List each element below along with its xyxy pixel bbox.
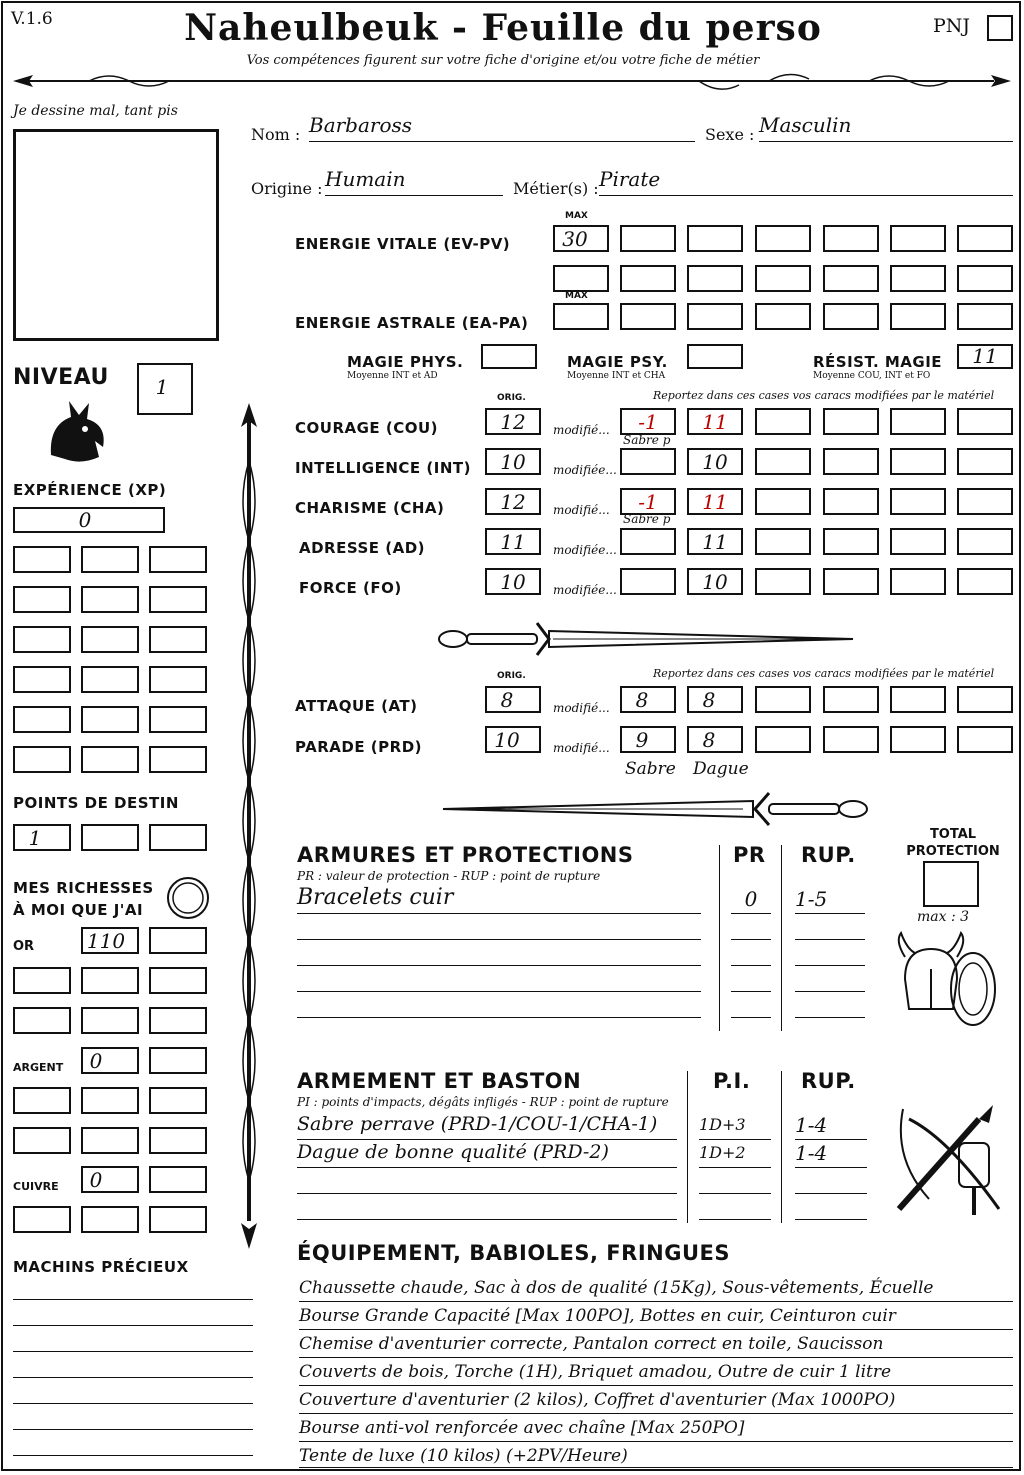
equipement-line[interactable]: Bourse anti-vol renforcée avec chaîne [Max 250PO]	[299, 1415, 1013, 1442]
weapons-icon	[889, 1099, 1009, 1219]
xp-box[interactable]	[81, 746, 139, 773]
ea-box[interactable]	[755, 303, 811, 330]
metier-label: Métier(s) :	[513, 179, 599, 198]
total-protection-label: TOTAL	[929, 827, 977, 842]
experience-box[interactable]	[13, 507, 165, 533]
magie-psy-box[interactable]	[687, 344, 743, 369]
courage-orig-box[interactable]	[485, 408, 541, 435]
armure-rup[interactable]: 1-5	[795, 887, 865, 914]
force-mod2-box[interactable]	[687, 568, 743, 595]
equipement-line[interactable]: Couverts de bois, Torche (1H), Briquet amadou, Outre de cuir 1 litre	[299, 1359, 1013, 1386]
charisme-mod1-value: -1	[638, 490, 658, 514]
courage-mod1-value: -1	[638, 410, 658, 434]
ev-box[interactable]	[687, 225, 743, 252]
courage-extra-box[interactable]	[890, 408, 946, 435]
adresse-extra-box[interactable]	[890, 528, 946, 555]
stats-report-note: Reportez dans ces cases vos caracs modifiées par le matériel	[653, 389, 995, 402]
charisme-modifie-label: modifié...	[553, 503, 610, 517]
intelligence-orig-box[interactable]	[485, 448, 541, 475]
intelligence-mod1-box[interactable]	[620, 448, 676, 475]
courage-label: COURAGE (COU)	[295, 419, 439, 437]
ea-box[interactable]	[890, 303, 946, 330]
ev-box[interactable]	[823, 225, 879, 252]
destin-box[interactable]	[13, 824, 71, 851]
pnj-checkbox[interactable]	[987, 15, 1013, 41]
xp-box[interactable]	[81, 626, 139, 653]
argent-box[interactable]	[13, 1087, 71, 1114]
machins-line[interactable]	[13, 1325, 253, 1326]
armure-pr-line[interactable]	[731, 991, 771, 992]
xp-box[interactable]	[13, 586, 71, 613]
attaque-mod2-value: 8	[702, 688, 716, 712]
attaque-orig-box[interactable]	[485, 686, 541, 713]
magie-phys-box[interactable]	[481, 344, 537, 369]
ea-box[interactable]	[957, 303, 1013, 330]
origine-field[interactable]: Humain	[325, 167, 503, 196]
xp-box[interactable]	[149, 666, 207, 693]
arme-pi[interactable]: 1D+2	[699, 1143, 771, 1168]
intelligence-modifie-label: modifiée...	[553, 463, 617, 477]
page-title: Naheulbeuk - Feuille du perso	[184, 7, 822, 49]
ea-max-box[interactable]	[553, 303, 609, 330]
xp-box[interactable]	[81, 586, 139, 613]
argent-box[interactable]	[149, 1047, 207, 1074]
force-mod1-box[interactable]	[620, 568, 676, 595]
arme-name[interactable]: Dague de bonne qualité (PRD-2)	[297, 1141, 677, 1168]
adresse-label: ADRESSE (AD)	[299, 539, 426, 557]
parade-mod1-box[interactable]	[620, 726, 676, 753]
armure-line[interactable]	[297, 991, 701, 992]
parade-extra-box[interactable]	[823, 726, 879, 753]
arme-rup-line[interactable]	[795, 1193, 867, 1194]
version-label: V.1.6	[11, 9, 53, 29]
equipement-line[interactable]: Couverture d'aventurier (2 kilos), Coffret d'aventurier (Max 1000PO)	[299, 1387, 1013, 1414]
or-box[interactable]	[81, 1007, 139, 1034]
charisme-mod1-note: Sabre p	[623, 512, 671, 526]
charisme-mod2-value: 11	[702, 490, 728, 514]
parade-mod2-box[interactable]	[687, 726, 743, 753]
sword-icon	[433, 617, 873, 657]
force-extra-box[interactable]	[957, 568, 1013, 595]
destin-value: 1	[28, 826, 42, 850]
armement-hint: PI : points d'impacts, dégâts infligés - RUP : point de rupture	[297, 1095, 669, 1109]
equipement-line[interactable]: Chemise d'aventurier correcte, Pantalon correct en toile, Saucisson	[299, 1331, 1013, 1358]
xp-box[interactable]	[13, 546, 71, 573]
ea-box[interactable]	[823, 303, 879, 330]
or-value: 110	[86, 929, 126, 953]
arme-line[interactable]	[297, 1219, 677, 1220]
argent-label: ARGENT	[13, 1061, 64, 1074]
ev-box[interactable]	[553, 265, 609, 292]
xp-box[interactable]	[149, 586, 207, 613]
attaque-extra-box[interactable]	[957, 686, 1013, 713]
magie-psy-label: MAGIE PSY.	[567, 353, 668, 371]
force-orig-box[interactable]	[485, 568, 541, 595]
machins-label: MACHINS PRÉCIEUX	[13, 1258, 189, 1276]
intelligence-extra-box[interactable]	[755, 448, 811, 475]
spear-divider-icon	[9, 67, 1015, 95]
ev-max-box[interactable]	[553, 225, 609, 252]
pnj-label: PNJ	[933, 15, 971, 37]
magie-psy-hint: Moyenne INT et CHA	[567, 371, 666, 381]
arme-rup-line[interactable]	[795, 1219, 867, 1220]
resist-magie-box[interactable]	[957, 344, 1013, 369]
adresse-orig-value: 11	[500, 530, 526, 554]
destin-label: POINTS DE DESTIN	[13, 794, 179, 812]
combat-report-note: Reportez dans ces cases vos caracs modifiées par le matériel	[653, 667, 995, 680]
arme-rup[interactable]: 1-4	[795, 1113, 867, 1140]
attaque-mod1-value: 8	[635, 688, 649, 712]
xp-box[interactable]	[13, 626, 71, 653]
intelligence-extra-box[interactable]	[823, 448, 879, 475]
parade-mod2-value: 8	[702, 728, 716, 752]
combat-orig-header: ORIG.	[497, 671, 526, 681]
arme-rup[interactable]: 1-4	[795, 1141, 867, 1168]
xp-box[interactable]	[149, 746, 207, 773]
parade-mod1-value: 9	[635, 728, 649, 752]
niveau-label: NIVEAU	[13, 365, 109, 390]
argent-box[interactable]	[81, 1127, 139, 1154]
or-box[interactable]	[81, 967, 139, 994]
attaque-extra-box[interactable]	[890, 686, 946, 713]
intelligence-mod2-box[interactable]	[687, 448, 743, 475]
attaque-mod1-box[interactable]	[620, 686, 676, 713]
parade-note-sabre: Sabre	[625, 759, 676, 779]
machins-line[interactable]	[13, 1351, 253, 1352]
nom-field[interactable]: Barbaross	[309, 113, 695, 142]
richesses-label: MES RICHESSES	[13, 879, 154, 897]
argent-box[interactable]	[149, 1127, 207, 1154]
force-extra-box[interactable]	[823, 568, 879, 595]
attaque-orig-value: 8	[500, 688, 514, 712]
courage-extra-box[interactable]	[755, 408, 811, 435]
or-box[interactable]	[81, 927, 139, 954]
equipement-line[interactable]: Bourse Grande Capacité [Max 100PO], Bottes en cuir, Ceinturon cuir	[299, 1303, 1013, 1330]
armures-hint: PR : valeur de protection - RUP : point de rupture	[297, 869, 601, 883]
armure-rup-line[interactable]	[795, 1017, 865, 1018]
niveau-box[interactable]	[137, 363, 193, 415]
armure-rup-line[interactable]	[795, 939, 865, 940]
cuivre-box[interactable]	[13, 1206, 71, 1233]
ev-max-value: 30	[562, 227, 588, 251]
armure-line[interactable]	[297, 1017, 701, 1018]
cuivre-value: 0	[89, 1168, 103, 1192]
charisme-extra-box[interactable]	[957, 488, 1013, 515]
equipement-line[interactable]: Tente de luxe (10 kilos) (+2PV/Heure)	[299, 1443, 1013, 1468]
cuivre-box[interactable]	[81, 1166, 139, 1193]
armure-line[interactable]	[297, 939, 701, 940]
charisme-mod1-box[interactable]	[620, 488, 676, 515]
experience-label: EXPÉRIENCE (XP)	[13, 481, 167, 499]
armement-rup-header: RUP.	[801, 1069, 856, 1093]
sexe-label: Sexe :	[705, 125, 755, 144]
ev-box[interactable]	[620, 265, 676, 292]
destin-box[interactable]	[81, 824, 139, 851]
armement-title: ARMEMENT ET BASTON	[297, 1069, 582, 1093]
machins-line[interactable]	[13, 1455, 253, 1456]
armures-divider	[719, 845, 720, 1031]
xp-box[interactable]	[13, 666, 71, 693]
xp-box[interactable]	[13, 746, 71, 773]
courage-mod2-box[interactable]	[687, 408, 743, 435]
courage-mod1-box[interactable]	[620, 408, 676, 435]
armure-line[interactable]	[297, 965, 701, 966]
magie-phys-hint: Moyenne INT et AD	[347, 371, 438, 381]
parade-orig-value: 10	[494, 728, 520, 752]
helmet-shield-icon	[891, 929, 1001, 1029]
ea-label: ENERGIE ASTRALE (EA-PA)	[295, 314, 529, 332]
total-protection-label-2: PROTECTION	[906, 844, 1000, 859]
xp-box[interactable]	[149, 626, 207, 653]
force-extra-box[interactable]	[755, 568, 811, 595]
equipement-title: ÉQUIPEMENT, BABIOLES, FRINGUES	[297, 1241, 730, 1265]
attaque-modifie-label: modifié...	[553, 701, 610, 715]
xp-box[interactable]	[149, 546, 207, 573]
force-mod2-value: 10	[702, 570, 728, 594]
charisme-label: CHARISME (CHA)	[295, 499, 445, 517]
armures-rup-header: RUP.	[801, 843, 856, 867]
attaque-mod2-box[interactable]	[687, 686, 743, 713]
adresse-mod2-box[interactable]	[687, 528, 743, 555]
ev-label: ENERGIE VITALE (EV-PV)	[295, 235, 511, 253]
armement-pi-header: P.I.	[713, 1069, 751, 1093]
courage-mod1-note: Sabre p	[623, 433, 671, 447]
dragon-icon	[41, 395, 111, 467]
arme-line[interactable]	[297, 1193, 677, 1194]
origine-label: Origine :	[251, 179, 323, 198]
intelligence-orig-value: 10	[500, 450, 526, 474]
machins-line[interactable]	[13, 1377, 253, 1378]
arme-name[interactable]: Sabre perrave (PRD-1/COU-1/CHA-1)	[297, 1113, 677, 1140]
intelligence-mod2-value: 10	[702, 450, 728, 474]
charisme-extra-box[interactable]	[823, 488, 879, 515]
arme-pi-line[interactable]	[699, 1219, 771, 1220]
xp-box[interactable]	[13, 706, 71, 733]
sexe-field[interactable]: Masculin	[759, 113, 1013, 142]
force-label: FORCE (FO)	[299, 579, 402, 597]
coin-icon	[165, 875, 211, 921]
or-box[interactable]	[149, 927, 207, 954]
ev-box[interactable]	[687, 265, 743, 292]
armement-divider	[781, 1071, 782, 1223]
ea-max-label: MAX	[565, 291, 588, 301]
or-box[interactable]	[13, 1007, 71, 1034]
xp-box[interactable]	[81, 706, 139, 733]
charisme-extra-box[interactable]	[890, 488, 946, 515]
intelligence-label: INTELLIGENCE (INT)	[295, 459, 471, 477]
ev-box[interactable]	[890, 265, 946, 292]
equipement-line[interactable]: Chaussette chaude, Sac à dos de qualité (15Kg), Sous-vêtements, Écuelle	[299, 1275, 1013, 1302]
niveau-value: 1	[155, 375, 169, 399]
cuivre-box[interactable]	[81, 1206, 139, 1233]
armement-divider	[687, 1071, 688, 1223]
armures-divider	[781, 845, 782, 1031]
ev-max-label: MAX	[565, 211, 588, 221]
ev-box[interactable]	[755, 225, 811, 252]
adresse-extra-box[interactable]	[755, 528, 811, 555]
resist-magie-hint: Moyenne COU, INT et FO	[813, 371, 931, 381]
argent-box[interactable]	[13, 1127, 71, 1154]
armures-title: ARMURES ET PROTECTIONS	[297, 843, 634, 867]
machins-line[interactable]	[13, 1299, 253, 1300]
ev-box[interactable]	[957, 225, 1013, 252]
machins-line[interactable]	[13, 1429, 253, 1430]
ev-box[interactable]	[957, 265, 1013, 292]
cuivre-box[interactable]	[149, 1206, 207, 1233]
armure-pr-line[interactable]	[731, 1017, 771, 1018]
argent-box[interactable]	[81, 1087, 139, 1114]
or-box[interactable]	[149, 967, 207, 994]
richesses-label-2: À MOI QUE J'AI	[13, 901, 144, 919]
courage-orig-value: 12	[500, 410, 526, 434]
courage-extra-box[interactable]	[823, 408, 879, 435]
charisme-extra-box[interactable]	[755, 488, 811, 515]
ev-box[interactable]	[890, 225, 946, 252]
intelligence-extra-box[interactable]	[890, 448, 946, 475]
staff-icon	[231, 401, 267, 1251]
force-orig-value: 10	[500, 570, 526, 594]
parade-extra-box[interactable]	[957, 726, 1013, 753]
armure-pr-line[interactable]	[731, 965, 771, 966]
argent-box[interactable]	[81, 1047, 139, 1074]
xp-box[interactable]	[81, 666, 139, 693]
adresse-extra-box[interactable]	[957, 528, 1013, 555]
nom-label: Nom :	[251, 125, 301, 144]
arme-pi-line[interactable]	[699, 1193, 771, 1194]
total-protection-box[interactable]	[923, 861, 979, 907]
armure-pr-line[interactable]	[731, 939, 771, 940]
adresse-mod1-box[interactable]	[620, 528, 676, 555]
charisme-orig-value: 12	[500, 490, 526, 514]
portrait-box[interactable]	[13, 129, 219, 341]
force-modifie-label: modifiée...	[553, 583, 617, 597]
ea-box[interactable]	[687, 303, 743, 330]
experience-value: 0	[78, 508, 92, 532]
attaque-extra-box[interactable]	[823, 686, 879, 713]
parade-label: PARADE (PRD)	[295, 738, 423, 756]
courage-modifie-label: modifié...	[553, 423, 610, 437]
parade-extra-box[interactable]	[890, 726, 946, 753]
magie-phys-label: MAGIE PHYS.	[347, 353, 464, 371]
ev-box[interactable]	[823, 265, 879, 292]
courage-extra-box[interactable]	[957, 408, 1013, 435]
courage-mod2-value: 11	[702, 410, 728, 434]
xp-box[interactable]	[149, 706, 207, 733]
argent-box[interactable]	[149, 1087, 207, 1114]
armure-rup-line[interactable]	[795, 965, 865, 966]
arme-pi[interactable]: 1D+3	[699, 1115, 771, 1140]
cuivre-label: CUIVRE	[13, 1180, 59, 1193]
resist-magie-value: 11	[972, 344, 998, 368]
adresse-mod2-value: 11	[702, 530, 728, 554]
armure-name[interactable]: Bracelets cuir	[297, 885, 701, 914]
parade-orig-box[interactable]	[485, 726, 541, 753]
parade-modifie-label: modifié...	[553, 741, 610, 755]
charisme-mod2-box[interactable]	[687, 488, 743, 515]
sword-icon	[433, 789, 873, 829]
parade-note-dague: Dague	[693, 759, 749, 779]
ea-box[interactable]	[620, 303, 676, 330]
machins-line[interactable]	[13, 1403, 253, 1404]
page-subtitle: Vos compétences figurent sur votre fiche d'origine et/ou votre fiche de métier	[246, 53, 760, 68]
charisme-orig-box[interactable]	[485, 488, 541, 515]
attaque-extra-box[interactable]	[755, 686, 811, 713]
armure-rup-line[interactable]	[795, 991, 865, 992]
armures-pr-header: PR	[733, 843, 766, 867]
armure-pr[interactable]: 0	[731, 887, 771, 914]
metier-field[interactable]: Pirate	[599, 167, 1013, 196]
orig-header: ORIG.	[497, 393, 526, 403]
force-extra-box[interactable]	[890, 568, 946, 595]
destin-box[interactable]	[149, 824, 207, 851]
character-sheet	[1, 1, 1021, 1471]
parade-extra-box[interactable]	[755, 726, 811, 753]
max-protection-note: max : 3	[917, 909, 970, 925]
ev-box[interactable]	[620, 225, 676, 252]
xp-box[interactable]	[81, 546, 139, 573]
argent-value: 0	[89, 1049, 103, 1073]
adresse-modifie-label: modifiée...	[553, 543, 617, 557]
intelligence-extra-box[interactable]	[957, 448, 1013, 475]
cuivre-box[interactable]	[149, 1166, 207, 1193]
ev-box[interactable]	[755, 265, 811, 292]
attaque-label: ATTAQUE (AT)	[295, 697, 418, 715]
adresse-extra-box[interactable]	[823, 528, 879, 555]
adresse-orig-box[interactable]	[485, 528, 541, 555]
resist-magie-label: RÉSIST. MAGIE	[813, 353, 943, 371]
or-box[interactable]	[149, 1007, 207, 1034]
or-box[interactable]	[13, 967, 71, 994]
portrait-caption: Je dessine mal, tant pis	[13, 103, 178, 119]
or-label: OR	[13, 939, 35, 954]
